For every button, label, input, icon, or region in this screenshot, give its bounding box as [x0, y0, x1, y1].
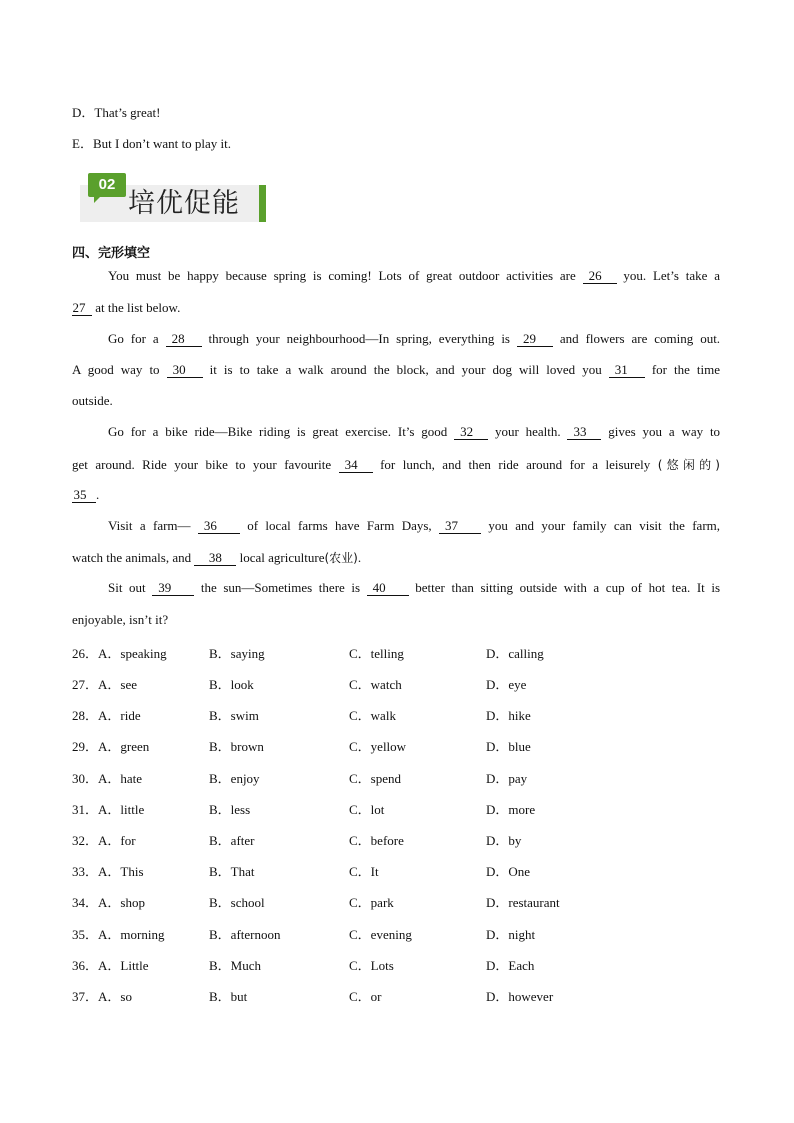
passage-line-2	[72, 300, 720, 316]
chinese-gloss: (悠闲的)	[657, 458, 720, 472]
option-d: D．eye	[486, 677, 527, 692]
question-number: 28．	[72, 708, 99, 723]
question-number: 32．	[72, 833, 99, 848]
passage-text: get around. Ride your bike to your favourite	[72, 457, 332, 472]
passage-line-4	[72, 362, 720, 378]
option-b: B．swim	[209, 708, 259, 723]
option-b: B．saying	[209, 646, 265, 661]
question-number: 30．	[72, 771, 99, 786]
question-number: 27．	[72, 677, 99, 692]
option-a: A．Little	[98, 958, 149, 973]
blank-32: 32	[454, 425, 488, 440]
passage-text: Visit a farm—	[108, 518, 191, 533]
option-b: B．look	[209, 677, 254, 692]
option-d: D．blue	[486, 739, 531, 754]
option-c: C．evening	[349, 927, 412, 942]
passage-line-11	[108, 580, 720, 596]
passage-text: at the list below.	[95, 300, 181, 315]
option-b: B．enjoy	[209, 771, 260, 786]
blank-29: 29	[517, 332, 553, 347]
passage-line-3	[108, 331, 720, 347]
option-a: A．hate	[98, 771, 143, 786]
blank-39: 39	[152, 581, 194, 596]
question-number: 33．	[72, 864, 99, 879]
option-c: C．yellow	[349, 739, 407, 754]
option-c: C．before	[349, 833, 404, 848]
option-b: B．Much	[209, 958, 262, 973]
option-c: C．Lots	[349, 958, 394, 973]
passage-text: for lunch, and then ride around for a leisurely	[380, 457, 651, 472]
period: .	[96, 487, 100, 502]
option-c: C．walk	[349, 708, 396, 723]
passage-text: You must be happy because spring is coming! Lots of great outdoor activities are	[108, 268, 576, 283]
passage-text: it is to take a walk around the block, and your dog will loved you	[209, 362, 602, 377]
question-number: 37．	[72, 989, 99, 1004]
passage-text: through your neighbourhood—In spring, everything is	[208, 331, 510, 346]
passage-line-10	[72, 549, 720, 566]
option-d: D．night	[486, 927, 536, 942]
option-a: A．see	[98, 677, 137, 692]
option-d: D．calling	[486, 646, 544, 661]
passage-line-6	[108, 424, 720, 440]
section-banner	[80, 173, 266, 222]
option-d: D．hike	[486, 708, 531, 723]
option-d: D．One	[486, 864, 531, 879]
option-c: C．or	[349, 989, 382, 1004]
option-a: A．morning	[98, 927, 165, 942]
option-b: B．afternoon	[209, 927, 281, 942]
question-number: 31．	[72, 802, 99, 817]
blank-33: 33	[567, 425, 601, 440]
passage-text: and flowers are coming out.	[559, 331, 721, 346]
blank-36: 36	[198, 519, 240, 534]
blank-30: 30	[167, 363, 203, 378]
option-a: A．little	[98, 802, 145, 817]
option-b: B．less	[209, 802, 251, 817]
blank-37: 37	[439, 519, 481, 534]
option-d: D．pay	[486, 771, 528, 786]
option-a: A．shop	[98, 895, 145, 910]
option-c: C．spend	[349, 771, 402, 786]
option-a: A．so	[98, 989, 132, 1004]
option-d-line: D．That’s great!	[72, 105, 161, 120]
passage-text: Go for a bike ride—Bike riding is great exercise. It’s good	[108, 424, 448, 439]
section-title: 四、完形填空	[72, 246, 151, 261]
option-e-line: E．But I don’t want to play it.	[72, 136, 231, 151]
option-b: B．brown	[209, 739, 264, 754]
passage-text: you and your family can visit the farm,	[488, 518, 721, 533]
option-c: C．watch	[349, 677, 402, 692]
passage-text: your health.	[494, 424, 561, 439]
option-c: C．telling	[349, 646, 404, 661]
passage-line-1	[108, 268, 720, 284]
passage-line-12: enjoyable, isn’t it?	[72, 612, 169, 627]
question-number: 35．	[72, 927, 99, 942]
passage-line-8	[72, 487, 720, 503]
question-number: 29．	[72, 739, 99, 754]
banner-accent-bar	[259, 185, 266, 222]
chinese-gloss: (农业)	[324, 551, 358, 565]
option-d: D．however	[486, 989, 554, 1004]
option-a: A．ride	[98, 708, 141, 723]
option-a: A．green	[98, 739, 150, 754]
option-c: C．park	[349, 895, 394, 910]
passage-text: the sun—Sometimes there is	[200, 580, 361, 595]
passage-line-5: outside.	[72, 393, 113, 408]
option-d: D．restaurant	[486, 895, 560, 910]
question-number: 26．	[72, 646, 99, 661]
passage-text: Sit out	[108, 580, 146, 595]
question-number: 36．	[72, 958, 99, 973]
blank-28: 28	[166, 332, 202, 347]
passage-text: you. Let’s take a	[623, 268, 720, 283]
blank-35: 35	[72, 488, 96, 503]
blank-34: 34	[339, 458, 373, 473]
option-b: B．school	[209, 895, 265, 910]
option-c: C．lot	[349, 802, 385, 817]
passage-text: gives you a way to	[608, 424, 721, 439]
passage-text: Go for a	[108, 331, 159, 346]
option-a: A．speaking	[98, 646, 167, 661]
option-d: D．Each	[486, 958, 535, 973]
passage-text: watch the animals, and	[72, 550, 192, 565]
blank-31: 31	[609, 363, 645, 378]
blank-38: 38	[194, 551, 236, 566]
banner-title: 培优促能	[128, 188, 240, 219]
option-a: A．for	[98, 833, 136, 848]
blank-40: 40	[367, 581, 409, 596]
option-d: D．by	[486, 833, 522, 848]
passage-text: of local farms have Farm Days,	[247, 518, 432, 533]
option-a: A．This	[98, 864, 144, 879]
blank-27: 27	[72, 301, 92, 316]
passage-line-7	[72, 456, 720, 473]
option-b: B．That	[209, 864, 255, 879]
option-b: B．after	[209, 833, 255, 848]
option-b: B．but	[209, 989, 248, 1004]
passage-text: A good way to	[72, 362, 160, 377]
badge-tail-icon	[94, 196, 101, 203]
blank-26: 26	[583, 269, 617, 284]
passage-text: for the time	[651, 362, 721, 377]
passage-line-9	[108, 518, 720, 534]
option-c: C．It	[349, 864, 379, 879]
banner-number-badge: 02	[88, 173, 126, 197]
question-number: 34．	[72, 895, 99, 910]
period: .	[357, 550, 362, 565]
option-d: D．more	[486, 802, 536, 817]
passage-text: better than sitting outside with a cup of hot tea. It is	[415, 580, 721, 595]
passage-text: local agriculture	[239, 550, 325, 565]
